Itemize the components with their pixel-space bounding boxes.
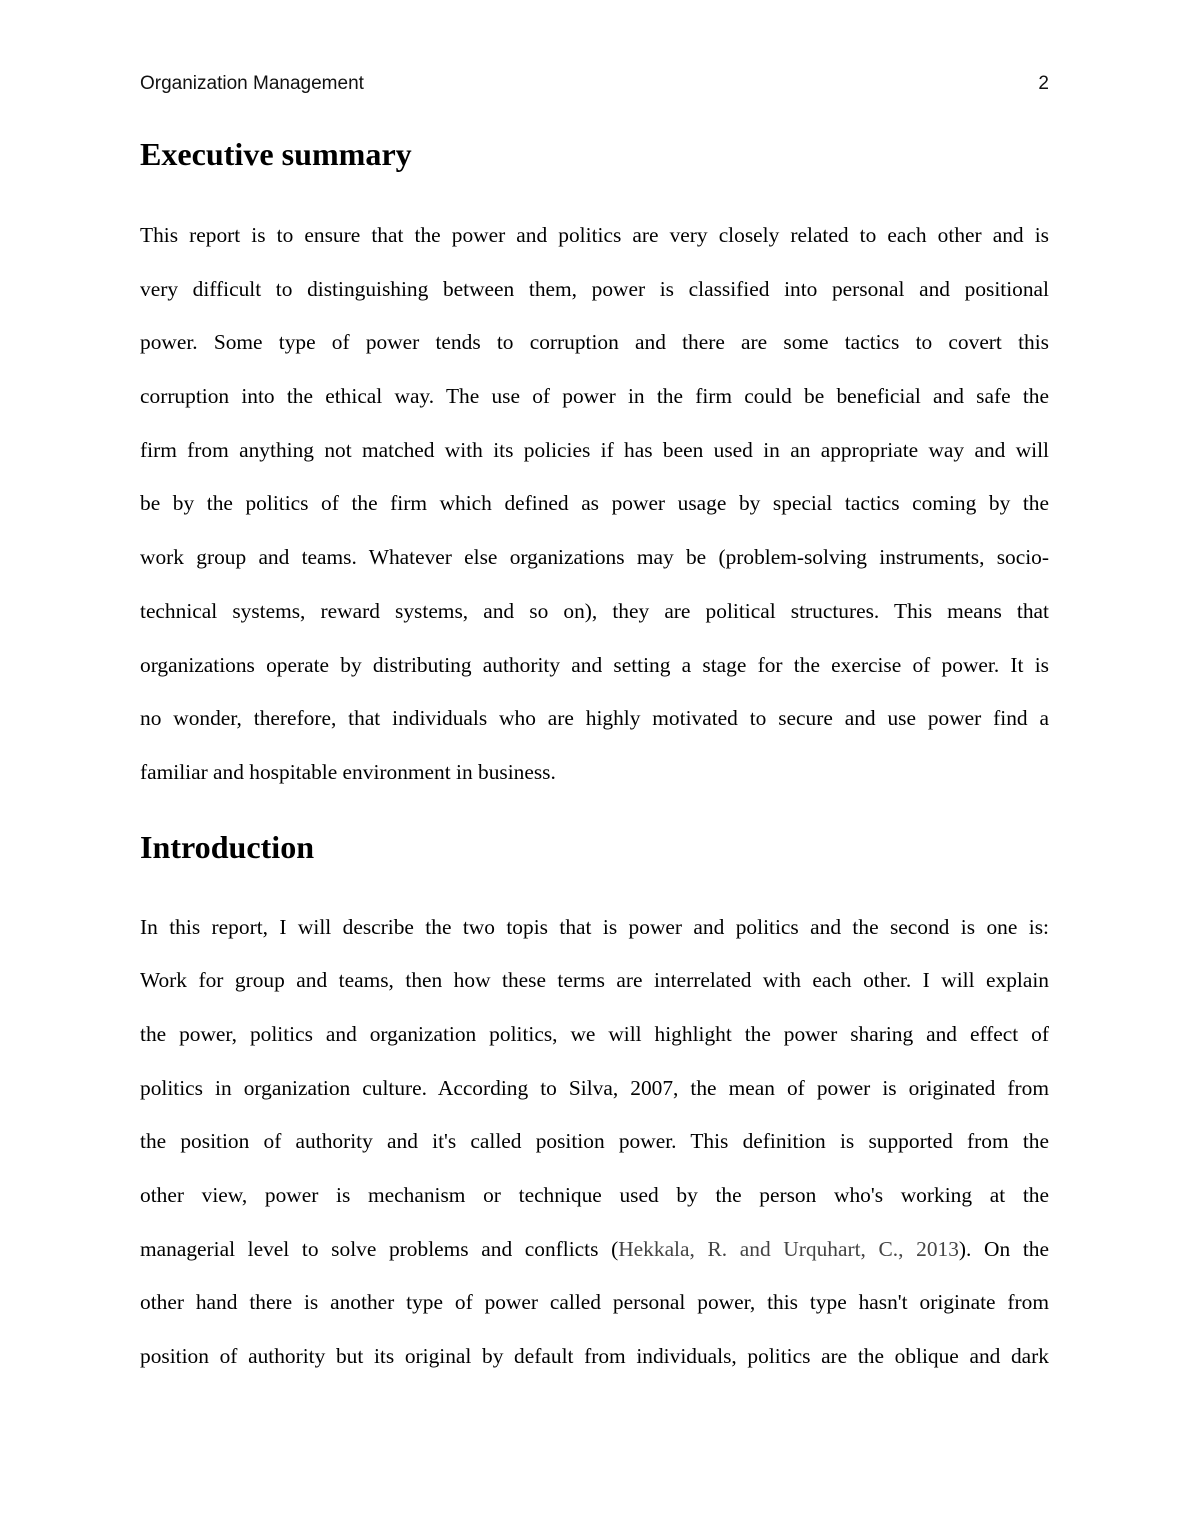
- page-number: 2: [1038, 73, 1049, 94]
- paragraph-line: firm from anything not matched with its policies if has been used in an appropriate way and will: [140, 437, 1049, 462]
- paragraph-line: position of authority but its original by default from individuals, politics are the oblique and dark: [140, 1344, 1049, 1369]
- paragraph-line: other view, power is mechanism or technique used by the person who's working at the: [140, 1183, 1049, 1207]
- paragraph-line: very difficult to distinguishing between them, power is classified into personal and positional: [140, 276, 1049, 301]
- header-title: Organization Management: [140, 73, 364, 94]
- paragraph-line: Work for group and teams, then how these terms are interrelated with each other. I will explain: [140, 968, 1049, 993]
- paragraph-line: This report is to ensure that the power and politics are very closely related to each other and is: [140, 223, 1049, 247]
- paragraph-line: familiar and hospitable environment in business.: [140, 759, 556, 784]
- document-body: [140, 138, 1049, 1384]
- paragraph-line-with-citation: [140, 1223, 1049, 1277]
- paragraph-line: technical systems, reward systems, and so on), they are political structures. This means that: [140, 598, 1049, 623]
- citation-line-text-before: managerial level to solve problems and conflicts (: [140, 1236, 619, 1261]
- executive-summary-paragraph: [140, 209, 1049, 800]
- page-header: [140, 70, 1049, 98]
- citation-reference: Hekkala, R. and Urquhart, C., 2013: [618, 1236, 959, 1261]
- citation-line-text-after: ). On the: [958, 1236, 1049, 1261]
- paragraph-line: be by the politics of the firm which defined as power usage by special tactics coming by the: [140, 491, 1049, 516]
- paragraph-line: In this report, I will describe the two topis that is power and politics and the second is one is:: [140, 914, 1049, 939]
- paragraph-line: power. Some type of power tends to corruption and there are some tactics to covert this: [140, 330, 1049, 355]
- executive-summary-heading: Executive summary: [140, 136, 412, 172]
- paragraph-line: other hand there is another type of power called personal power, this type hasn't originate from: [140, 1290, 1049, 1315]
- introduction-heading: Introduction: [140, 828, 315, 865]
- paragraph-line: corruption into the ethical way. The use of power in the firm could be beneficial and safe the: [140, 384, 1049, 409]
- introduction-paragraph: [140, 901, 1049, 1384]
- paragraph-line: the position of authority and it's called position power. This definition is supported from the: [140, 1129, 1049, 1154]
- paragraph-line: organizations operate by distributing authority and setting a stage for the exercise of power. It is: [140, 652, 1049, 677]
- paragraph-line: the power, politics and organization politics, we will highlight the power sharing and effect of: [140, 1021, 1049, 1046]
- paragraph-line: politics in organization culture. According to Silva, 2007, the mean of power is originated from: [140, 1075, 1049, 1100]
- paragraph-line: work group and teams. Whatever else organizations may be (problem-solving instruments, socio-: [140, 545, 1049, 570]
- paragraph-line: no wonder, therefore, that individuals who are highly motivated to secure and use power find a: [140, 706, 1049, 731]
